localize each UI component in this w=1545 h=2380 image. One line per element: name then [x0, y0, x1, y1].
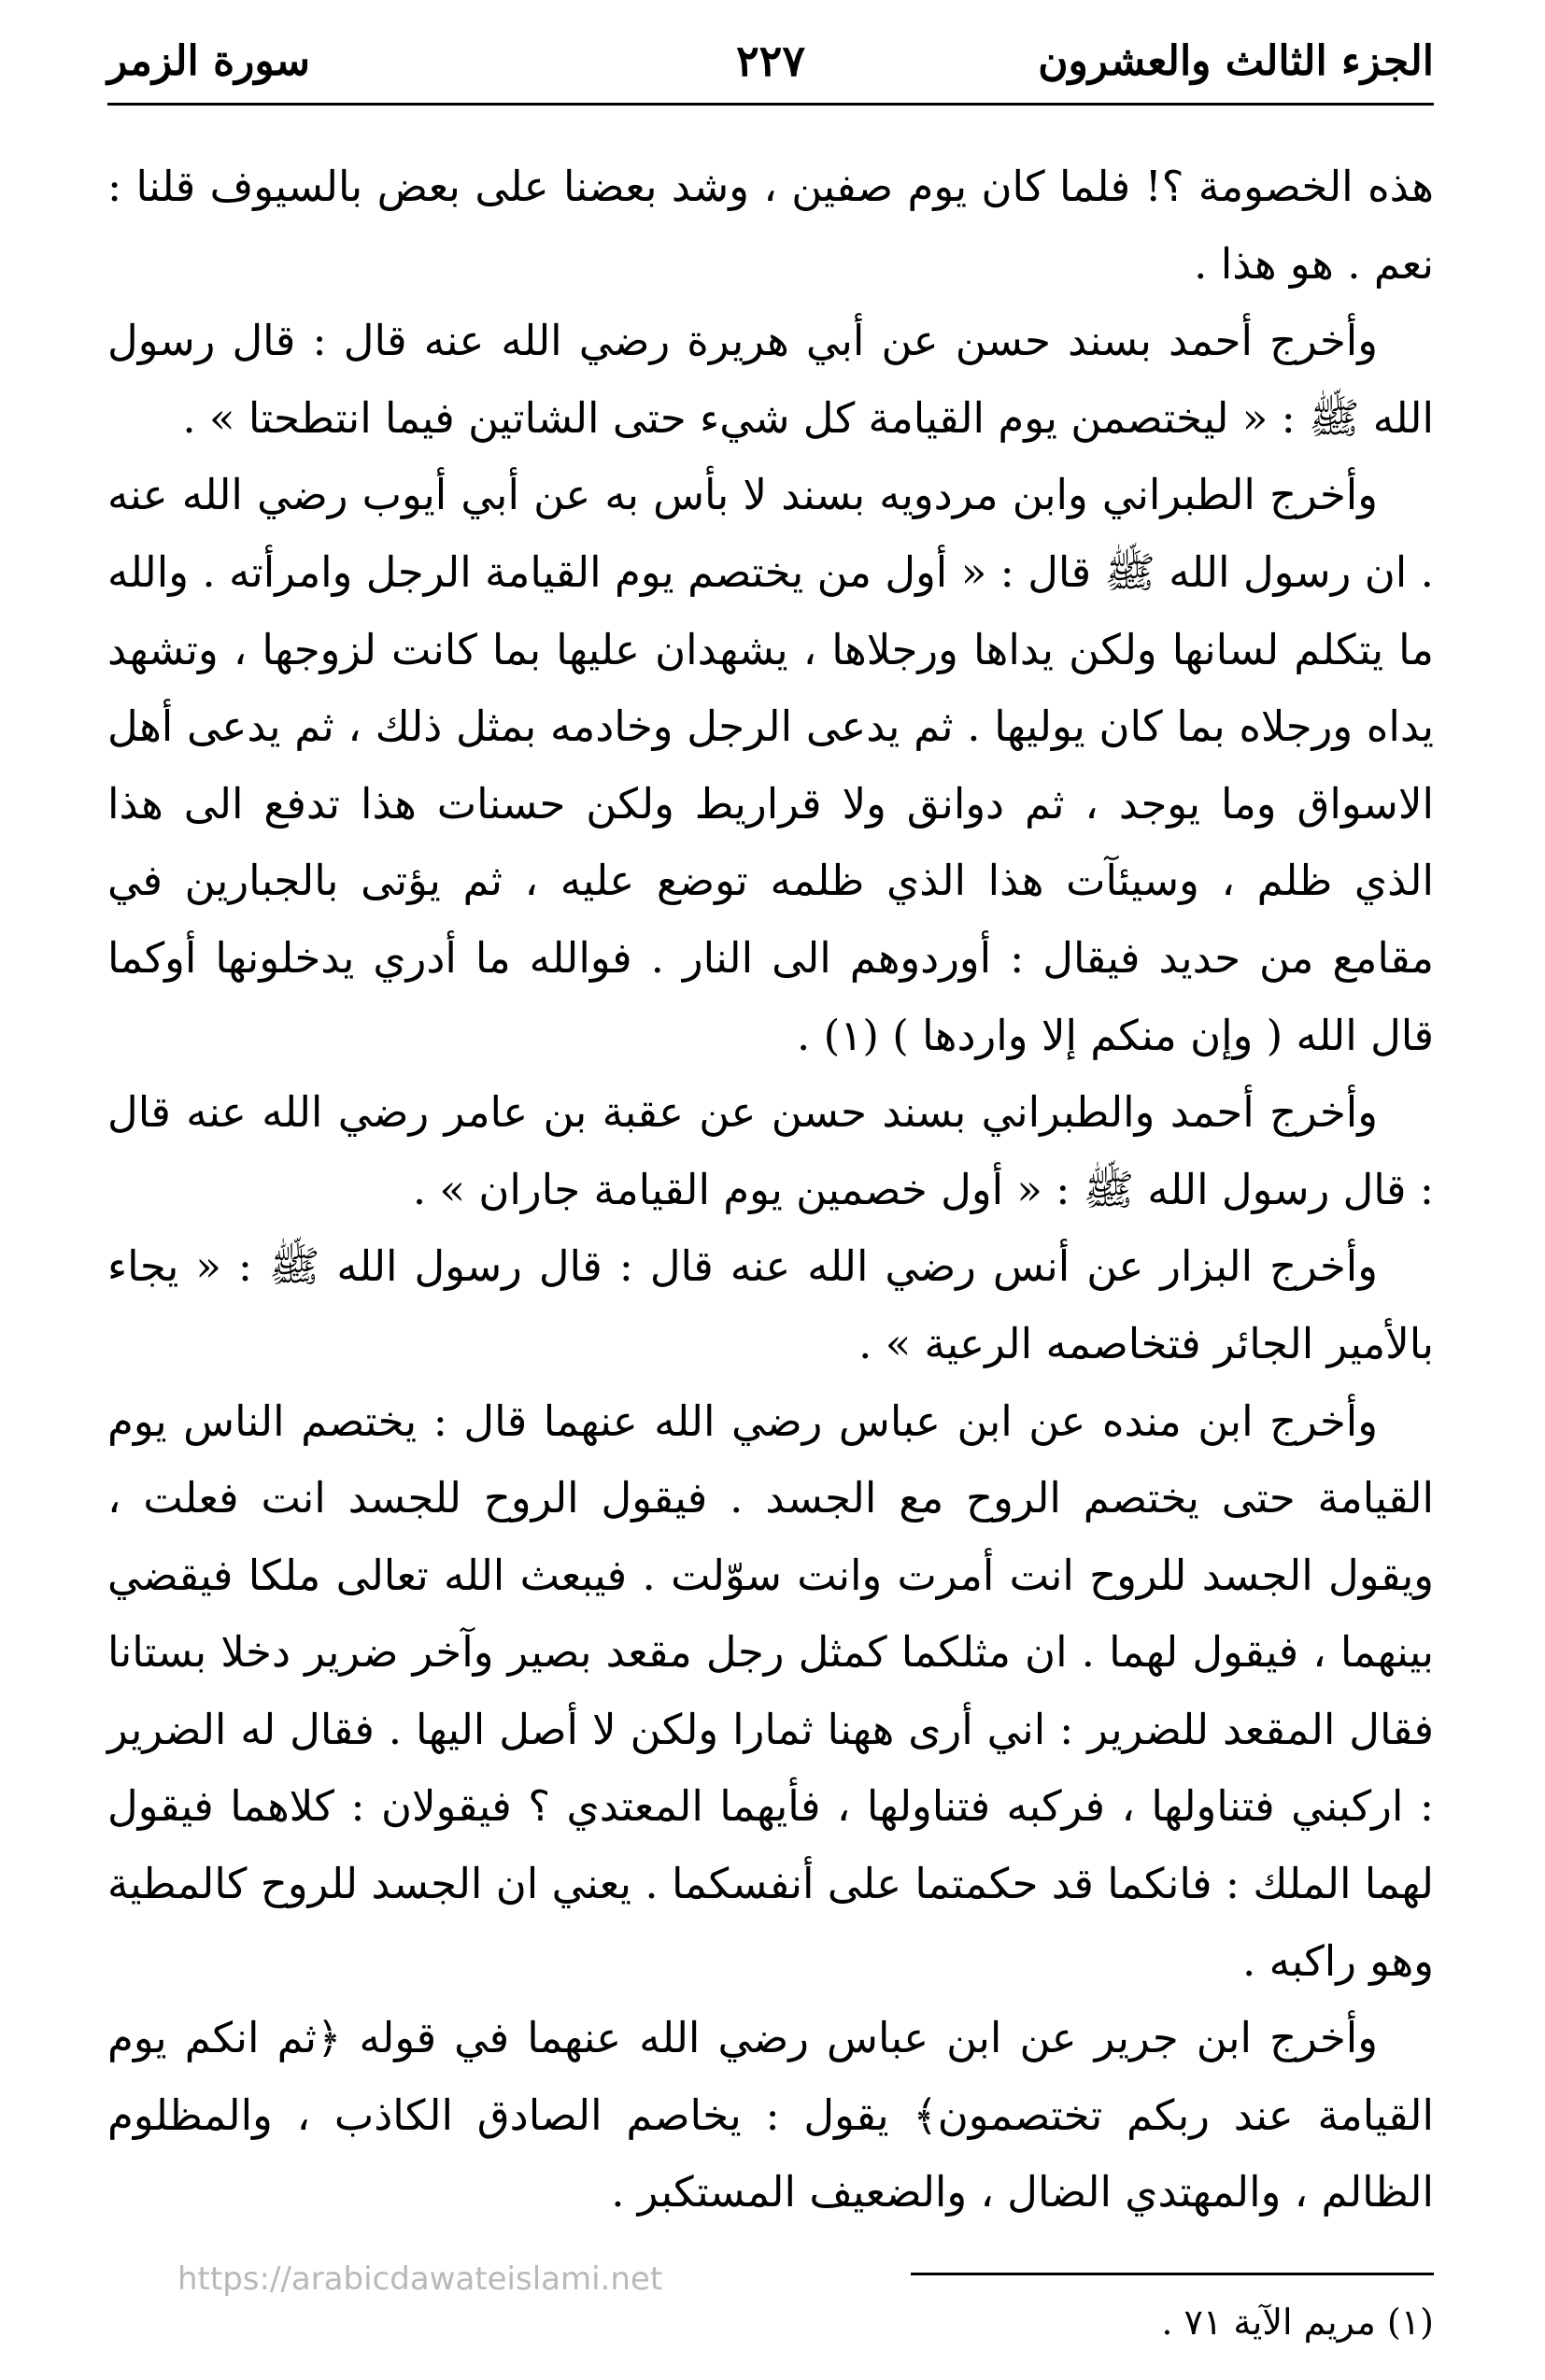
page-header	[107, 28, 1434, 93]
page-body	[107, 149, 1434, 2231]
page-number: ٢٢٧	[735, 35, 806, 86]
part-title: الجزء الثالث والعشرون	[1038, 36, 1434, 85]
paragraph-2: وأخرج أحمد بسند حسن عن أبي هريرة رضي الله عنه قال : قال رسول الله ﷺ : « ليختصمن يوم القيامة كل شيء حتى الشاتين فيما انتطحتا » .	[107, 316, 1434, 443]
watermark-url: https://arabicdawateislami.net	[177, 2260, 663, 2298]
paragraph-7: وأخرج ابن جرير عن ابن عباس رضي الله عنهما في قوله ﴿ثم انكم يوم القيامة عند ربكم تختصمون﴾ يقول : يخاصم الصادق الكاذب ، والمظلوم الظالم ، والمهتدي الضال ، والضعيف المستكبر .	[107, 2013, 1434, 2217]
surah-title: سورة الزمر	[107, 36, 310, 85]
paragraph-4: وأخرج أحمد والطبراني بسند حسن عن عقبة بن عامر رضي الله عنه قال : قال رسول الله ﷺ : « أول خصمين يوم القيامة جاران » .	[107, 1087, 1434, 1214]
paragraph-3: وأخرج الطبراني وابن مردويه بسند لا بأس به عن أبي أيوب رضي الله عنه . ان رسول الله ﷺ قال : « أول من يختصم يوم القيامة الرجل وامرأته . والله ما يتكلم لسانها ولكن يداها ورجلاها ، يشهدان عليها بما كانت لزوجها ، وتشهد يداه ورجلاه بما كان يوليها . ثم يدعى الرجل وخادمه بمثل ذلك ، ثم يدعى أهل الاسواق وما يوجد ، ثم دوانق ولا قراريط ولكن حسنات هذا تدفع الى هذا الذي ظلم ، وسيئآت هذا الذي ظلمه توضع عليه ، ثم يؤتى بالجبارين في مقامع من حديد فيقال : أوردوهم الى النار . فوالله ما أدري يدخلونها أوكما قال الله ( وإن منكم إلا واردها ) (١) .	[107, 470, 1434, 1060]
header-divider	[107, 103, 1434, 106]
paragraph-5: وأخرج البزار عن أنس رضي الله عنه قال : قال رسول الله ﷺ : « يجاء بالأمير الجائر فتخاصمه الرعية » .	[107, 1241, 1434, 1368]
footnote: (١) مريم الآية ٧١ .	[1161, 2302, 1434, 2344]
book-page	[107, 28, 1434, 2345]
paragraph-1: هذه الخصومة ؟! فلما كان يوم صفين ، وشد بعضنا على بعض بالسيوف قلنا : نعم . هو هذا .	[107, 162, 1434, 289]
paragraph-6: وأخرج ابن منده عن ابن عباس رضي الله عنهما قال : يختصم الناس يوم القيامة حتى يختصم الروح مع الجسد . فيقول الروح للجسد انت فعلت ، ويقول الجسد للروح انت أمرت وانت سوّلت . فيبعث الله تعالى ملكا فيقضي بينهما ، فيقول لهما . ان مثلكما كمثل رجل مقعد بصير وآخر ضرير دخلا بستانا فقال المقعد للضرير : اني أرى ههنا ثمارا ولكن لا أصل اليها . فقال له الضرير : اركبني فتناولها ، فركبه فتناولها ، فأيهما المعتدي ؟ فيقولان : كلاهما فيقول لهما الملك : فانكما قد حكمتما على أنفسكما . يعني ان الجسد للروح كالمطية وهو راكبه .	[107, 1395, 1434, 1986]
footnote-divider	[911, 2273, 1434, 2275]
